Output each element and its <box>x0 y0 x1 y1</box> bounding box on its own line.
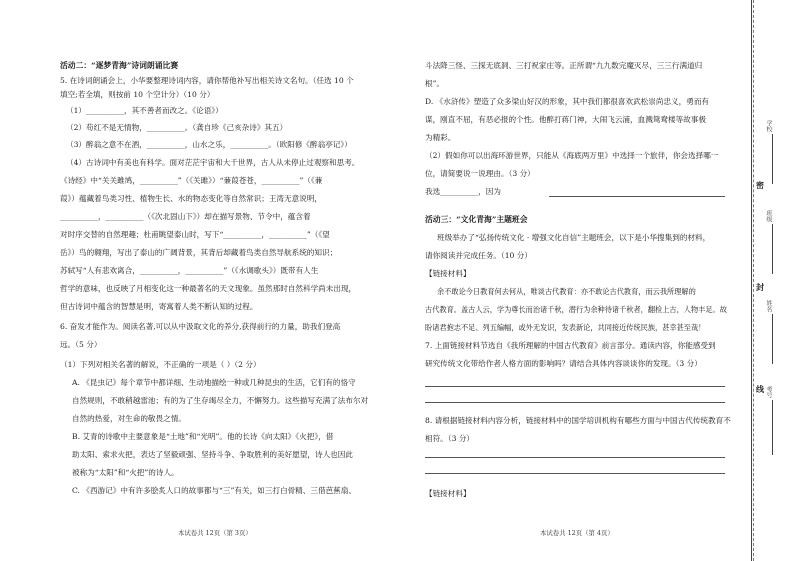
text-line: 苏轼写“人有悲欢离合，__________，__________”（《水调歌头》）既带有人生 <box>60 266 319 275</box>
id-field[interactable] <box>772 400 773 455</box>
text-line: （4）古诗词中有美也有科学。面对茫茫宇宙和大千世界，古人从未停止过观察和思考。 <box>66 158 360 167</box>
text-line: 被称为“太阳”和“火把”的诗人。 <box>72 468 179 477</box>
text-line: C. 《西游记》中有许多脍炙人口的故事都与“三”有关，如三打白骨精、三借芭蕉扇、 <box>72 486 356 495</box>
text-line: 班级举办了“弘扬传统文化 · 增强文化自信”主题班会，以下是小华搜集到的材料， <box>437 233 711 242</box>
text-line: 岳》）鸟的翱翔，写出了泰山的广阔背景，其背后却藏着鸟类自然导航系统的知识； <box>60 248 338 257</box>
answer-line-q7-1[interactable] <box>425 386 725 387</box>
text-line: 相符。（3 分） <box>425 434 475 443</box>
text-line: 8. 请根据链接材料内容分析，链接材料中的国学培训机构有哪些方面与中国古代传统教育不 <box>425 416 731 425</box>
seal-mark: 密 <box>756 180 764 190</box>
line-mark: 线 <box>756 384 764 394</box>
answer-line-q6[interactable] <box>549 196 725 197</box>
text-line: 盼诸君抱志不足、列五编幅，或外无发识，发表新论，共同接近传统民族，甚幸甚至哉！ <box>425 323 706 332</box>
text-line: 远。（5 分） <box>60 340 102 349</box>
text-line: 研究传统文化带给作者人格方面的影响吗？请结合具体内容谈谈你的发现。（3 分） <box>425 359 702 368</box>
text-line: 6. 奋发才能作为。阅读名著,可以从中汲取文化的养分,获得前行的力量，助我们登高 <box>60 322 341 331</box>
text-line: 自然的热爱，对生命的敬畏之情。 <box>72 414 186 423</box>
text-line: 《诗经》中“关关雎鸠，__________”（《关雎》）“蒹葭苍苍，__________”（《蒹 <box>60 176 323 185</box>
text-line: 对时序交替的自然理趣；杜甫眺望泰山时，写下“__________，__________”（《望 <box>60 230 330 239</box>
bind-mark: 封 <box>756 282 764 292</box>
text-line: 为精彩。 <box>425 133 456 142</box>
section-heading: 活动二：“逐梦青海”诗词朗诵比赛 <box>60 61 179 70</box>
name-label: 姓名 <box>765 300 772 313</box>
text-line: __________，__________（《次北固山下》）却在描写景物、节令中，蕴含着 <box>60 212 311 221</box>
text-line: 请你阅读并完成任务。（10 分） <box>425 251 532 260</box>
left-page <box>60 0 398 561</box>
text-line: 古代教育。盖古人云，学为尊长而治诸千秋，潜行为余种待诸千秋者，翻检上古，人物丰足。故 <box>425 305 727 314</box>
text-line: D. 《水浒传》塑造了众多梁山好汉的形象，其中我们都很喜欢武松崇尚忠义，勇而有 <box>425 97 710 106</box>
name-field[interactable] <box>772 314 773 364</box>
text-line: 7. 上面链接材料节选自《我所理解的中国古代教育》前言部分。通读内容，你能感受到 <box>425 341 716 350</box>
binding-margin <box>742 0 794 561</box>
text-line: 5. 在诗词朗诵会上，小华要整理诗词内容，请你帮他补写出相关诗文名句。（任选 10 个 <box>60 76 354 85</box>
school-label: 学校 <box>765 120 772 133</box>
cut-line <box>753 0 754 561</box>
text-line: 但古诗词中蕴含的智慧是明，寄寓着人类不断认知的过程。 <box>60 302 258 311</box>
text-line: 谋，刚直不屈，有恶必报的个性。他醉打蒋门神，大闹飞云浦，血溅鸳鸯楼等故事极 <box>425 115 706 124</box>
text-line: （3）醉翁之意不在酒，__________，山水之乐，__________。（欧阳修《醉翁亭记》） <box>66 140 352 149</box>
text-line: 斗法降三怪、三探无底洞、三打祝家庄等。正所谓“九九数完魔灭尽，三三行满道归 <box>425 61 703 70</box>
answer-line-q7-2[interactable] <box>425 402 725 403</box>
text-line: （1）下列对相关名著的解说，不正确的一项是（ ）（2 分） <box>60 360 261 369</box>
text-line: 根”。 <box>425 79 445 88</box>
binding-line <box>751 0 752 561</box>
section-heading: 活动三：“文化青海”主题班会 <box>425 215 528 224</box>
answer-line-q8-2[interactable] <box>425 473 725 474</box>
id-label: 考号 <box>765 386 772 399</box>
school-field[interactable] <box>772 134 773 184</box>
text-line: 【链接材料】 <box>425 489 471 498</box>
text-line: （2）苟红不是无情物，__________。（龚自珍《己亥杂诗》其五） <box>66 123 288 132</box>
class-label: 班级 <box>765 210 772 223</box>
text-line: （1）__________，其不善者而改之。《论语》） <box>66 106 223 115</box>
text-line: 自然规则，不敢稍越雷池；有的为了生存竭尽全力，不懈努力。这些描写充满了法布尔对 <box>72 396 369 405</box>
right-page <box>425 0 735 561</box>
text-line: （2）假如你可以出海环游世界，只能从《海底两万里》中选择一个旅伴，你会选择哪一 <box>425 151 719 160</box>
text-line: 填空;若全填，则按前 10 个空计分）（10 分） <box>60 90 215 99</box>
text-line: 哲学的意味，也反映了月相变化这一种最著名的天文现象。虽然那时自然科学尚未出现， <box>60 284 357 293</box>
text-line: 葭》）蕴藏着鸟类习性、植物生长、水的物态变化等自然常识；王湾无意说明， <box>60 194 322 203</box>
text-line: 助太阳、索求火把，表达了坚毅顽强、坚持斗争、争取胜利的美好愿望，诗人也因此 <box>72 450 353 459</box>
text-line: 余不敢论今日教育何去何从，唯谈古代教育：亦不敢论古代教育，而云我所理解的 <box>437 287 696 296</box>
text-line: A. 《昆虫记》每个章节中都详细、生动地描绘一种或几种昆虫的生活，它们有的恪守 <box>72 378 356 387</box>
text-line: 位，请简要说一说理由。（3 分） <box>425 169 535 178</box>
answer-line-q8-1[interactable] <box>425 457 725 458</box>
text-line: 我选__________，因为 <box>425 187 501 196</box>
right-footer: 本试卷共 12页（第 4页） <box>540 529 614 537</box>
class-field[interactable] <box>772 224 773 274</box>
left-footer: 本试卷共 12页（第 3页） <box>178 529 252 537</box>
text-line: 【链接材料】 <box>425 269 471 278</box>
text-line: B. 艾青的诗歌中主要意象是“土地”和“光明”。他的长诗《向太阳》《火把》，借 <box>72 432 334 441</box>
